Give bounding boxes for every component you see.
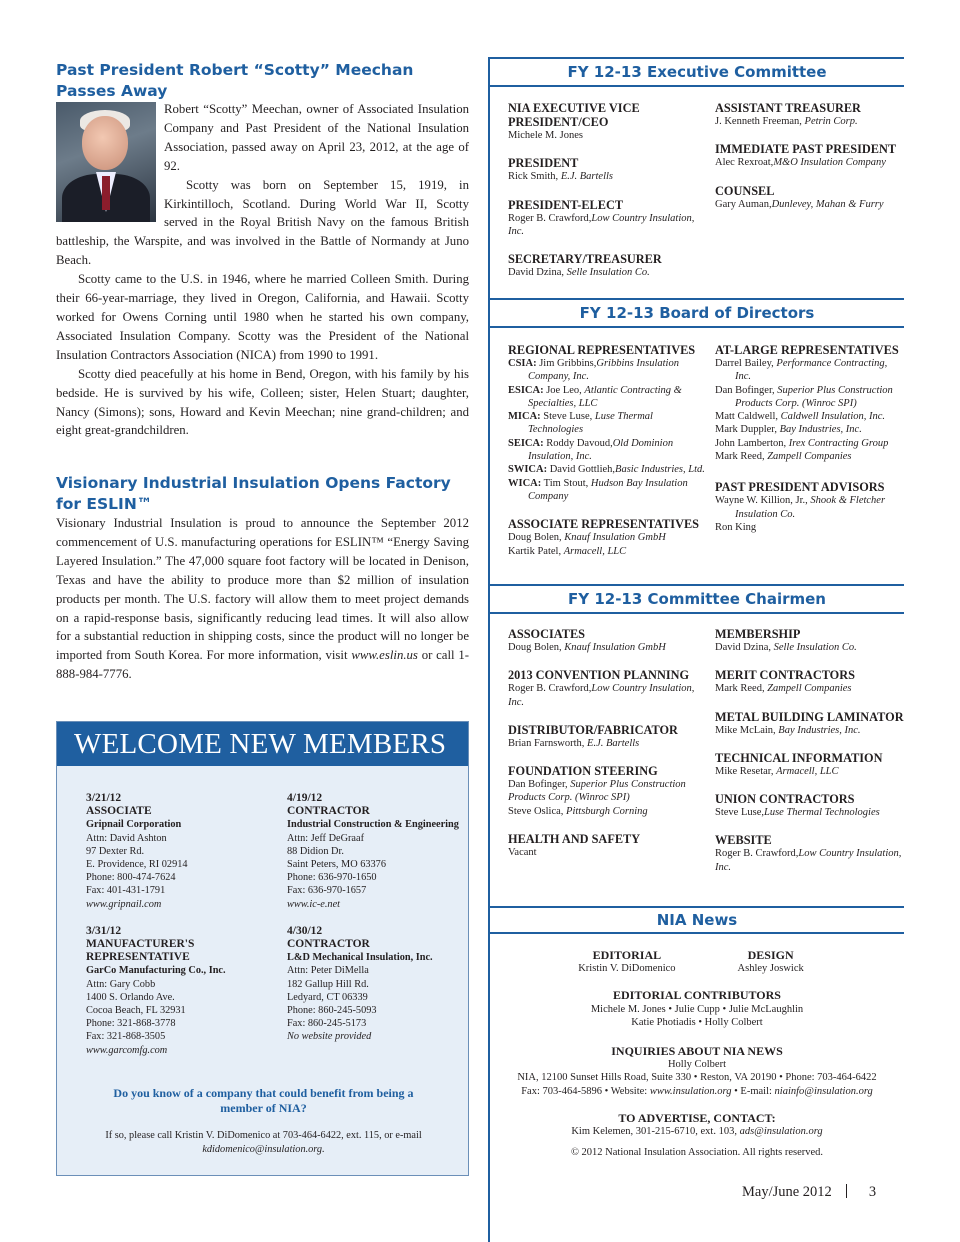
person-name: Steve Oslica, <box>508 805 567 817</box>
role-heading: 2013 CONVENTION PLANNING <box>508 668 690 683</box>
at-large-rep <box>715 384 905 411</box>
person-company: E.J. Bartells <box>587 737 640 749</box>
committee-group <box>715 142 905 169</box>
committee-group <box>715 627 905 654</box>
member-type: CONTRACTOR <box>287 805 370 818</box>
member-company: Gripnail Corporation <box>86 819 182 831</box>
person-line <box>508 682 708 709</box>
role-heading: UNION CONTRACTORS <box>715 792 855 807</box>
person-company: Knauf Insulation GmbH <box>564 532 666 544</box>
new-member-entry <box>86 792 266 911</box>
member-company: GarCo Manufacturing Co., Inc. <box>86 965 226 977</box>
member-detail: Attn: Gary Cobb <box>86 978 156 990</box>
article1-paragraph: Scotty came to the U.S. in 1946, where he married Colleen Smith. During their 66-year-marriage, they lived in Oregon, California, and Hawaii. Scotty worked for Owens Corning until 1980 when he started his own company, Associated Insulation Company. Scotty was the President of the National Insulation Contractors Association (NICA) from 1990 to 1991. <box>56 272 469 362</box>
welcome-footer <box>57 1129 470 1156</box>
committee-group <box>715 751 905 778</box>
person-name: Rick Smith, <box>508 171 561 183</box>
person-company: Gribbins Insulation Company, Inc. <box>528 358 679 383</box>
regional-rep <box>508 463 708 476</box>
person-company: Zampell Companies <box>767 683 852 695</box>
person-name: Mike Resetar, <box>715 765 777 777</box>
inquiries-address: NIA, 12100 Sunset Hills Road, Suite 330 • Reston, VA 20190 • Phone: 703-464-6422 <box>517 1072 877 1084</box>
committee-group <box>508 627 708 654</box>
person-line <box>508 778 708 805</box>
member-detail: 1400 S. Orlando Ave. <box>86 991 175 1003</box>
article1-body <box>56 100 469 440</box>
advertise-contact: Kim Kelemen, 301-215-6710, ext. 103, <box>571 1126 740 1138</box>
person-line <box>508 170 708 183</box>
article1-paragraph: Scotty died peacefully at his home in Bend, Oregon, with his family by his bedside. He is survived by his wife, Colleen; sister, Helen Stuart; daughter, Nancy (Simons); sons, Howard and Kevin Meechan; nine grand-children; and eight great-grandchildren. <box>56 366 469 438</box>
new-member-entry <box>287 792 467 911</box>
exec-committee-heading: FY 12-13 Executive Committee <box>490 57 904 87</box>
person-company: Pittsburgh Corning <box>566 805 648 817</box>
member-detail: Attn: David Ashton <box>86 832 167 844</box>
person-company: Performance Contracting, Inc. <box>735 358 888 383</box>
footer-divider <box>846 1184 847 1198</box>
committee-heading: FY 12-13 Committee Chairmen <box>490 584 904 614</box>
member-type: ASSOCIATE <box>86 805 152 818</box>
person-name: Mark Duppler, <box>715 424 780 436</box>
past-president-heading: PAST PRESIDENT ADVISORS <box>715 480 885 495</box>
member-type: MANUFACTURER'S REPRESENTATIVE <box>86 938 195 964</box>
niainfo-email-link[interactable]: niainfo@insulation.org <box>774 1085 873 1097</box>
person-line <box>715 806 905 819</box>
welcome-title: WELCOME NEW MEMBERS <box>57 722 468 766</box>
person-name: Darrel Bailey, <box>715 358 777 369</box>
person-line <box>715 641 905 654</box>
member-date: 4/19/12 <box>287 792 323 804</box>
member-date: 3/21/12 <box>86 792 122 804</box>
committee-group <box>508 832 708 859</box>
welcome-email-link[interactable]: kdidomenico@insulation.org. <box>202 1143 325 1155</box>
person-name: David Dzina, <box>715 642 774 653</box>
person-name: Matt Caldwell, <box>715 411 781 423</box>
person-name: Roger B. Crawford, <box>715 848 799 860</box>
welcome-footer-text: If so, please call Kristin V. DiDomenico at 703-464-6422, ext. 115, or e-mail <box>105 1130 422 1141</box>
member-detail: Ledyard, CT 06339 <box>287 991 368 1003</box>
nia-news-heading: NIA News <box>490 906 904 934</box>
person-company: Shook & Fletcher Insulation Co. <box>735 495 886 520</box>
person-company: Luse Thermal Technologies <box>528 411 653 436</box>
committee-group <box>508 252 708 279</box>
person-company: Dunlevey, Mahan & Furry <box>771 198 884 210</box>
person-name: Steve Luse, <box>715 807 764 819</box>
person-name: Doug Bolen, <box>508 532 565 544</box>
person-company: Zampell Companies <box>767 451 852 463</box>
person-line <box>715 765 905 778</box>
regional-rep <box>508 410 708 437</box>
person-company: Old Dominion Insulation, Inc. <box>528 437 674 463</box>
inquiries-heading: INQUIRIES ABOUT NIA NEWS <box>611 1044 783 1059</box>
person-name: Roddy Davoud, <box>543 437 613 449</box>
person-company: Selle Insulation Co. <box>566 267 650 279</box>
person-line <box>508 212 708 239</box>
at-large-heading: AT-LARGE REPRESENTATIVES <box>715 343 899 357</box>
person-name: David Dzina, <box>508 267 567 279</box>
committee-group <box>715 101 905 128</box>
member-detail: 88 Didion Dr. <box>287 845 344 857</box>
role-heading: HEALTH AND SAFETY <box>508 832 641 847</box>
member-detail: Attn: Jeff DeGraaf <box>287 832 365 844</box>
person-company: Bay Industries, Inc. <box>779 424 862 436</box>
member-detail: Saint Peters, MO 63376 <box>287 859 386 871</box>
person-name: Kartik Patel, <box>508 545 564 557</box>
associate-rep <box>508 531 708 544</box>
person-name: Michele M. Jones <box>508 130 583 141</box>
member-detail: Phone: 321-868-3778 <box>86 1018 176 1030</box>
member-website: www.garcomfg.com <box>86 1044 168 1056</box>
past-president-advisor <box>715 521 905 534</box>
member-detail: 97 Dexter Rd. <box>86 845 145 857</box>
person-name: Dan Bofinger, <box>508 779 571 791</box>
person-name: Gary Auman, <box>715 198 772 210</box>
region-code: MICA: <box>508 411 541 423</box>
committee-group <box>508 156 708 183</box>
person-company: Basic Industries, Ltd. <box>615 464 705 476</box>
article2-tail: or call 1-888-984-7776. <box>56 648 470 682</box>
contributors-line: Katie Photiadis • Holly Colbert <box>631 1016 763 1028</box>
person-company: M&O Insulation Company <box>773 157 886 169</box>
exec-committee-right <box>715 101 905 225</box>
person-line <box>715 156 905 169</box>
person-line <box>715 682 905 695</box>
member-detail: Fax: 860-245-5173 <box>287 1018 367 1030</box>
editorial-heading: EDITORIAL <box>592 948 662 962</box>
person-name: Mark Reed, <box>715 683 768 695</box>
at-large-rep <box>715 437 905 450</box>
fax-text: Fax: 703-464-5896 • Website: <box>521 1085 650 1097</box>
region-code: SEICA: <box>508 437 544 449</box>
person-name: Ron King <box>715 521 757 533</box>
welcome-left-column <box>86 790 266 1071</box>
committee-group <box>508 101 708 142</box>
person-name: Roger B. Crawford, <box>508 683 592 695</box>
design-heading: DESIGN <box>747 948 794 962</box>
member-website: No website provided <box>287 1031 372 1043</box>
at-large-rep <box>715 410 905 423</box>
role-heading: PRESIDENT <box>508 156 579 171</box>
person-name: Joe Leo, <box>543 384 585 396</box>
welcome-new-members-box <box>56 721 469 1176</box>
person-line <box>715 847 905 874</box>
person-name: Doug Bolen, <box>508 642 565 653</box>
role-heading: WEBSITE <box>715 833 772 848</box>
person-name: Jim Gribbins, <box>536 358 597 369</box>
person-company: Petrin Corp. <box>804 116 858 127</box>
page-number: 3 <box>868 1184 877 1200</box>
article2-text: Visionary Industrial Insulation is proud to announce the September 2012 commencement of U.S. manufacturing operations for ESLIN™ “Energy Saving Layered Insulation.” The 47,000 square foot factory will be located in Denison, Texas and have the ability to produce more than $2 million of insulation products per month. The U.S. factory will allow them to meet project demands on a rapid-response basis, significantly reducing lead times. It will also allow for a substantial reduction in shipping costs, since the product will no longer be imported from South Korea. For more information, visit <box>56 516 469 663</box>
board-heading: FY 12-13 Board of Directors <box>490 298 904 328</box>
member-detail: Fax: 636-970-1657 <box>287 885 367 897</box>
person-name: Wayne W. Killion, Jr., <box>715 495 811 507</box>
member-detail: E. Providence, RI 02914 <box>86 859 188 871</box>
person-name: Steve Luse, <box>540 411 595 423</box>
advertise-heading: TO ADVERTISE, CONTACT: <box>618 1110 776 1125</box>
person-company: Superior Plus Construction Products Corp. (Winroc SPI) <box>735 384 893 409</box>
role-heading: ASSISTANT TREASURER <box>715 101 861 115</box>
person-line <box>715 724 905 737</box>
past-president-advisor <box>715 494 905 521</box>
contributors-heading: EDITORIAL CONTRIBUTORS <box>613 988 781 1003</box>
welcome-question: Do you know of a company that could benefit from being a member of NIA? <box>113 1086 414 1115</box>
role-heading: METAL BUILDING LAMINATOR <box>715 709 904 724</box>
role-heading: TECHNICAL INFORMATION <box>715 750 883 765</box>
design-name: Ashley Joswick <box>737 963 804 975</box>
regional-rep <box>508 477 708 504</box>
person-name: Tim Stout, <box>541 477 591 489</box>
role-heading: ASSOCIATES <box>508 627 585 641</box>
role-heading: MERIT CONTRACTORS <box>715 668 855 683</box>
person-company: Selle Insulation Co. <box>773 642 857 653</box>
eslin-link[interactable]: www.eslin.us <box>351 648 418 663</box>
person-name: Dan Bofinger, <box>715 384 778 396</box>
associate-rep <box>508 545 708 558</box>
person-company: Armacell, LLC <box>563 545 627 557</box>
person-name: J. Kenneth Freeman, <box>715 116 805 127</box>
inquiries-fax-line <box>490 1085 904 1098</box>
member-detail: Phone: 860-245-5093 <box>287 1005 377 1017</box>
member-website: www.gripnail.com <box>86 898 162 910</box>
person-name: Alec Rexroat, <box>715 157 774 169</box>
at-large-rep <box>715 357 905 384</box>
new-member-entry <box>287 925 467 1044</box>
committee-group <box>715 668 905 695</box>
region-code: ESICA: <box>508 384 544 396</box>
regional-heading: REGIONAL REPRESENTATIVES <box>508 343 696 357</box>
person-company: E.J. Bartells <box>560 171 614 183</box>
person-line <box>508 805 708 818</box>
person-line <box>508 846 708 859</box>
person-company: Atlantic Contracting & Specialties, LLC <box>528 384 682 409</box>
committee-right <box>715 627 905 888</box>
contributors-line: Michele M. Jones • Julie Cupp • Julie McLaughlin <box>590 1003 804 1015</box>
role-heading: IMMEDIATE PAST PRESIDENT <box>715 142 897 157</box>
person-line <box>508 129 708 142</box>
committee-group <box>508 198 708 239</box>
article2-body <box>56 514 469 684</box>
role-heading: NIA EXECUTIVE VICE PRESIDENT/CEO <box>508 101 640 129</box>
member-detail: Attn: Peter DiMella <box>287 965 369 977</box>
article1-paragraph: Scotty was born on September 15, 1919, in Kirkintilloch, Scotland. During World War II, Scotty served in the Royal British Navy on the famous British battleship, the Warspite, and was involved in the Battle of Normandy at Juno Beach. <box>56 177 469 268</box>
committee-group <box>715 184 905 211</box>
editorial-name: Kristin V. DiDomenico <box>578 963 676 975</box>
committee-group <box>715 792 905 819</box>
page-footer <box>742 1184 876 1201</box>
role-heading: MEMBERSHIP <box>715 627 801 641</box>
person-line <box>508 641 708 654</box>
role-heading: COUNSEL <box>715 183 775 198</box>
inquiries-contact: Holly Colbert <box>667 1059 727 1071</box>
region-code: CSIA: <box>508 358 537 369</box>
committee-group <box>508 764 708 818</box>
member-company: Industrial Construction & Engineering <box>287 819 459 831</box>
person-company: Low Country Insulation, Inc. <box>508 683 695 708</box>
person-name: John Lamberton, <box>715 437 789 449</box>
member-detail: Cocoa Beach, FL 32931 <box>86 1005 186 1017</box>
person-company: Superior Plus Construction Products Corp. (Winroc SPI) <box>508 779 686 804</box>
person-name: Vacant <box>508 847 537 859</box>
member-detail: Fax: 401-431-1791 <box>86 885 166 897</box>
new-member-entry <box>86 925 266 1057</box>
associate-reps-heading: ASSOCIATE REPRESENTATIVES <box>508 517 699 532</box>
issue-date: May/June 2012 <box>742 1184 832 1200</box>
exec-committee-left <box>508 101 708 293</box>
person-company: Low Country Insulation, Inc. <box>508 212 695 237</box>
region-code: WICA: <box>508 477 542 489</box>
role-heading: DISTRIBUTOR/FABRICATOR <box>508 722 678 737</box>
board-left <box>508 343 708 558</box>
person-name: Roger B. Crawford, <box>508 212 592 224</box>
at-large-rep <box>715 423 905 436</box>
member-type: CONTRACTOR <box>287 938 370 951</box>
person-company: Irex Contracting Group <box>788 437 889 449</box>
member-detail: Phone: 636-970-1650 <box>287 872 377 884</box>
person-company: Low Country Insulation, Inc. <box>715 848 902 873</box>
person-name: David Gottlieh, <box>547 464 616 476</box>
person-line <box>715 115 905 128</box>
member-company: L&D Mechanical Insulation, Inc. <box>287 952 433 964</box>
role-heading: FOUNDATION STEERING <box>508 764 658 779</box>
member-website: www.ic-e.net <box>287 898 340 910</box>
person-company: Bay Industries, Inc. <box>778 724 861 736</box>
member-date: 4/30/12 <box>287 924 323 937</box>
welcome-right-column <box>287 790 467 1058</box>
person-company: Armacell, LLC <box>776 765 839 777</box>
committee-group <box>715 710 905 737</box>
copyright: © 2012 National Insulation Association. All rights reserved. <box>570 1147 824 1159</box>
article1-paragraph: Robert “Scotty” Meechan, owner of Associated Insulation Company and Past President of the National Insulation Association, passed away on April 23, 2012, at the age of 92. <box>164 102 469 173</box>
role-heading: SECRETARY/TREASURER <box>508 252 662 267</box>
member-date: 3/31/12 <box>86 924 122 937</box>
ads-email-link[interactable]: ads@insulation.org <box>739 1126 823 1138</box>
person-line <box>508 266 708 279</box>
person-line <box>508 737 708 750</box>
committee-left <box>508 627 708 873</box>
member-detail: Fax: 321-868-3505 <box>86 1031 166 1043</box>
person-company: Caldwell Insulation, Inc. <box>780 411 886 423</box>
regional-rep <box>508 437 708 464</box>
person-line <box>715 198 905 211</box>
email-label: • E-mail: <box>731 1085 775 1097</box>
person-name: Mike McLain, <box>715 724 779 736</box>
committee-group <box>508 723 708 750</box>
at-large-rep <box>715 450 905 463</box>
website-link[interactable]: www.insulation.org <box>649 1085 732 1097</box>
person-company: Knauf Insulation GmbH <box>564 642 666 653</box>
role-heading: PRESIDENT-ELECT <box>508 197 624 212</box>
news-credits <box>490 949 904 1159</box>
member-detail: 182 Gallup Hill Rd. <box>287 978 369 990</box>
regional-rep <box>508 357 708 384</box>
person-company: Luse Thermal Technologies <box>764 807 880 819</box>
member-detail: Phone: 800-474-7624 <box>86 872 176 884</box>
person-name: Brian Farnsworth, <box>508 737 588 749</box>
committee-group <box>508 668 708 709</box>
board-right <box>715 343 905 534</box>
regional-rep <box>508 384 708 411</box>
article1-headline: Past President Robert “Scotty” Meechan Passes Away <box>56 61 414 100</box>
person-name: Mark Reed, <box>715 451 768 463</box>
scotty-meechan-portrait <box>56 102 156 222</box>
person-company: Hudson Bay Insulation Company <box>528 477 688 502</box>
committee-group <box>715 833 905 874</box>
region-code: SWICA: <box>508 464 548 476</box>
article2-headline: Visionary Industrial Insulation Opens Factory for ESLIN™ <box>56 474 451 513</box>
